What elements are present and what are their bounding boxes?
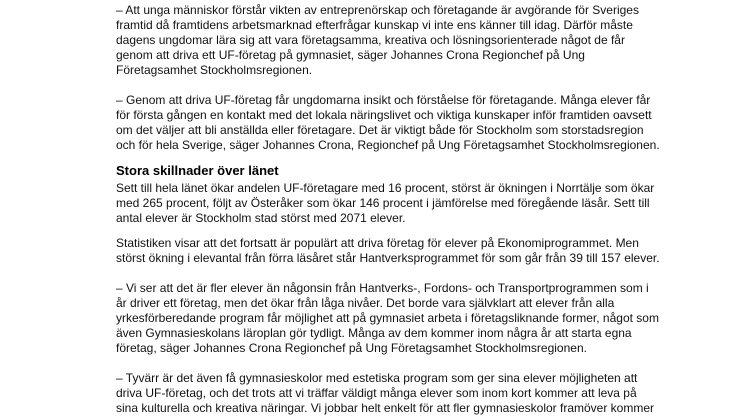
text-line: – Vi ser att det är fler elever än någonsin från Hantverks-, Fordons- och Transportprogrammen som i — [116, 281, 649, 295]
text-line: antal elever är Stockholm stad störst med 2071 elever. — [116, 211, 406, 225]
text-line: för första gången en kontakt med det lokala näringslivet och viktiga kunskaper inför framtiden oavsett — [116, 108, 652, 122]
text-line: med 265 procent, följt av Österåker som ökar 146 procent i jämförelse med föregående läsår. Sett till — [116, 196, 650, 210]
text-line: Företagsamhet Stockholmsregionen. — [116, 63, 313, 77]
text-line: om det väljer att bli anställda eller företagare. Det är viktigt både för Stockholm som storstadsregion — [116, 123, 644, 137]
text-line: dagens ungdomar lära sig att vara företagsamma, kreativa och lösningsorienterade något de får — [116, 33, 625, 47]
paragraph-intro-quote — [116, 3, 661, 78]
text-line: företag, säger Johannes Crona Regionchef på Ung Företagsamhet Stockholmsregionen. — [116, 341, 587, 355]
text-line: störst ökning i elevantal från förra läsåret står Hantverksprogrammet för som går från 39 till 157 elever. — [116, 251, 660, 265]
text-line: genom att driva ett UF-företag på gymnasiet, säger Johannes Crona Regionchef på Ung — [116, 48, 585, 62]
text-line: – Genom att driva UF-företag får ungdomarna insikt och förståelse för företagande. Många elever får — [116, 93, 651, 107]
text-line: yrkesförberedande program får möjlighet att på gymnasiet arbeta i företagsliknande former, något som — [116, 311, 659, 325]
text-line: framtid då framtidens arbetsmarknad efterfrågar kunskap vi inte ens känner till idag. Därför måste — [116, 18, 633, 32]
text-line: sina kulturella och kreativa näringar. Vi jobbar helt enkelt för att fler gymnasieskolor framöver kommer — [116, 401, 655, 415]
text-line: år driver ett företag, men det ökar från låga nivåer. Det borde vara självklart att elever från alla — [116, 296, 615, 310]
text-line: – Tyvärr är det även få gymnasieskolor med estetiska program som ger sina elever möjligheten att — [116, 371, 638, 385]
text-line: driva UF-företag, och det trots att vi träffar väldigt många elever som inom kort kommer att leva på — [116, 386, 637, 400]
paragraph-business-insight-quote — [116, 93, 661, 153]
paragraph-county-statistics — [116, 181, 661, 226]
paragraph-aesthetic-programs-quote — [116, 371, 661, 416]
text-line: och för hela Sverige, säger Johannes Crona, Regionchef på Ung Företagsamhet Stockholmsregionen. — [116, 138, 660, 152]
text-line: Sett till hela länet ökar andelen UF-företagare med 16 procent, störst är ökningen i Norrtälje som ökar — [116, 181, 655, 195]
text-line: även Gymnasieskolans läroplan gör tydligt. Många av dem kommer inom några år att starta egna — [116, 326, 632, 340]
paragraph-vocational-quote — [116, 281, 661, 356]
paragraph-program-statistics — [116, 236, 661, 266]
text-line: Statistiken visar att det fortsatt är populärt att driva företag för elever på Ekonomiprogrammet. Men — [116, 236, 639, 250]
section-heading: Stora skillnader över länet — [116, 163, 279, 178]
text-line: – Att unga människor förstår vikten av entreprenörskap och företagande är avgörande för Sveriges — [116, 3, 639, 17]
